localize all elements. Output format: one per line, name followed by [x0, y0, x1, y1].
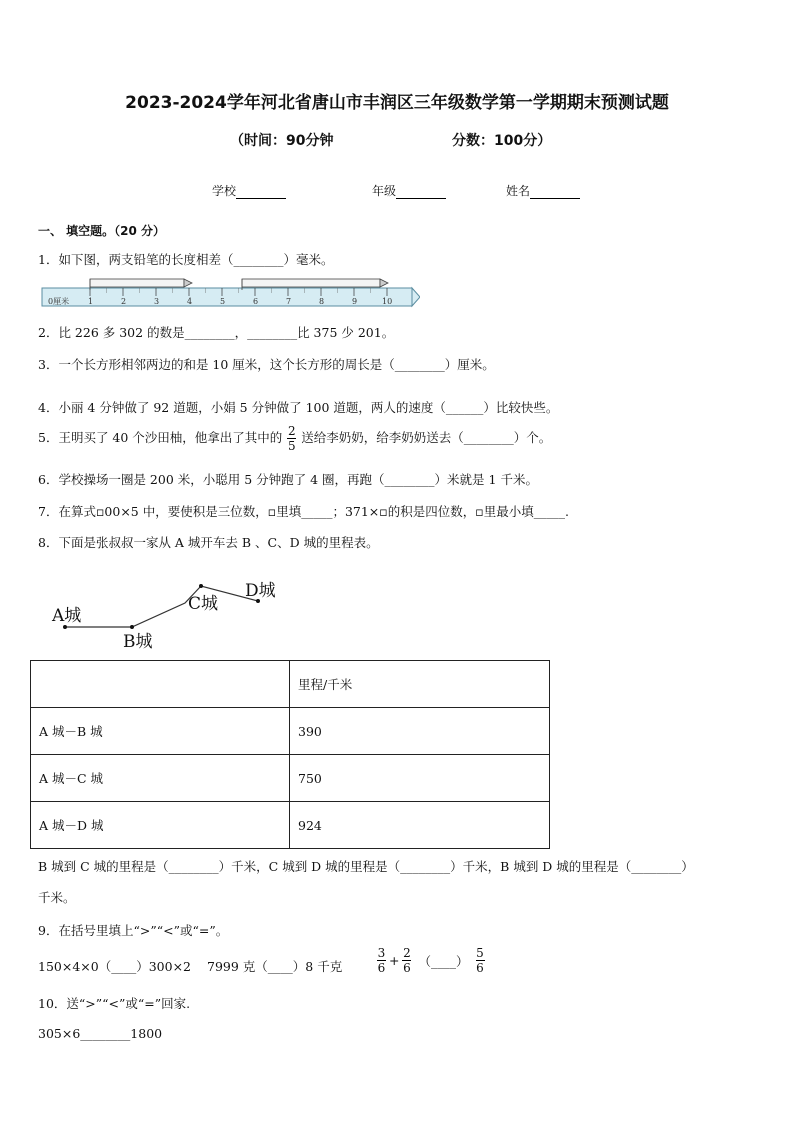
name-field[interactable] [506, 182, 580, 199]
ruler-label-6: 6 [253, 297, 259, 306]
table-cell-distance: 924 [290, 802, 550, 849]
city-d-label: D城 [245, 581, 276, 601]
fraction-numerator: 2 [403, 946, 411, 960]
ruler-label-8: 8 [319, 297, 325, 306]
ruler-label-1: 1 [88, 297, 94, 306]
grade-blank[interactable] [396, 185, 446, 199]
question-5-part-b: 送给李奶奶，给李奶奶送去（________）个。 [301, 430, 552, 445]
ruler-label-2: 2 [121, 297, 127, 306]
table-cell-route: A 城－C 城 [31, 755, 290, 802]
question-9-item-b: 7999 克（____）8 千克 [207, 959, 343, 974]
fraction-numerator: 5 [476, 946, 484, 960]
school-blank[interactable] [236, 185, 286, 199]
plus-sign: + [389, 953, 400, 968]
ruler-label-3: 3 [154, 297, 160, 306]
question-9-item-a: 150×4×0（____）300×2 [38, 959, 191, 974]
city-c-label: C城 [188, 594, 219, 614]
question-9: 9．在括号里填上“>”“<”或“=”。 [38, 923, 229, 938]
exam-score: 分数：100分） [452, 133, 552, 149]
comparison-blank[interactable]: （____） [418, 953, 469, 969]
question-1: 1．如下图，两支铅笔的长度相差（________）毫米。 [38, 252, 334, 267]
city-a-label: A城 [52, 606, 82, 626]
question-8-answer-line-2: 千米。 [38, 890, 76, 905]
ruler-label-0: 0厘米 [48, 297, 70, 306]
pencil-1-tip [184, 279, 192, 287]
table-cell-route: A 城－D 城 [31, 802, 290, 849]
table-header-row [31, 661, 550, 708]
school-label: 学校 [212, 184, 237, 198]
table-row [31, 755, 550, 802]
table-header-cell [31, 661, 290, 708]
question-6: 6．学校操场一圈是 200 米，小聪用 5 分钟跑了 4 圈，再跑（________）米就是 1 千米。 [38, 472, 538, 487]
ruler-label-9: 9 [352, 297, 358, 306]
fraction-denominator: 6 [377, 961, 386, 975]
question-7: 7．在算式▫00×5 中，要使积是三位数，▫里填_____；371×▫的积是四位数，▫里最小填_____. [38, 504, 569, 519]
table-row [31, 708, 550, 755]
table-row [31, 802, 550, 849]
ruler-figure [40, 276, 420, 310]
city-c-dot [199, 584, 203, 588]
route-diagram [50, 575, 290, 655]
question-10: 10．送“>”“<”或“=”回家. [38, 996, 191, 1011]
question-8-answer-line-1: B 城到 C 城的里程是（________）千米，C 城到 D 城的里程是（________）千米，B 城到 D 城的里程是（________） [38, 859, 694, 874]
fraction-three-sixths [377, 946, 386, 975]
mileage-table [30, 660, 550, 849]
fraction-two-fifths [287, 424, 296, 453]
question-4: 4．小丽 4 分钟做了 92 道题，小娟 5 分钟做了 100 道题，两人的速度（______）比较快些。 [38, 400, 559, 415]
question-8: 8．下面是张叔叔一家从 A 城开车去 B 、C、D 城的里程表。 [38, 535, 379, 550]
question-5 [38, 424, 551, 453]
table-cell-route: A 城－B 城 [31, 708, 290, 755]
name-label: 姓名 [506, 184, 531, 198]
school-field[interactable] [212, 182, 286, 199]
grade-label: 年级 [372, 184, 397, 198]
question-9-item-c [376, 946, 486, 975]
table-cell-distance: 390 [290, 708, 550, 755]
grade-field[interactable] [372, 182, 446, 199]
fraction-denominator: 5 [287, 439, 296, 453]
table-cell-distance: 750 [290, 755, 550, 802]
pencil-1 [90, 279, 184, 287]
fraction-denominator: 6 [476, 961, 484, 975]
table-header-cell: 里程/千米 [290, 661, 550, 708]
pencil-2-tip [380, 279, 388, 287]
question-3: 3．一个长方形相邻两边的和是 10 厘米，这个长方形的周长是（________）厘米。 [38, 357, 495, 372]
ruler-label-5: 5 [220, 297, 226, 306]
question-2: 2．比 226 多 302 的数是________，________比 375 少 201。 [38, 325, 395, 340]
city-b-dot [130, 625, 134, 629]
fraction-two-sixths [402, 946, 411, 975]
name-blank[interactable] [530, 185, 580, 199]
exam-time: （时间：90分钟 [230, 133, 334, 149]
ruler-label-10: 10 [382, 297, 393, 306]
fraction-numerator: 3 [377, 946, 386, 960]
fraction-denominator: 6 [403, 961, 411, 975]
route-line [65, 586, 258, 627]
ruler-label-7: 7 [286, 297, 292, 306]
question-10-item-a: 305×6________1800 [38, 1026, 163, 1041]
question-5-part-a: 5．王明买了 40 个沙田柚，他拿出了其中的 [38, 430, 283, 445]
city-b-label: B城 [123, 632, 153, 652]
fraction-numerator: 2 [287, 424, 296, 438]
pencil-2 [242, 279, 380, 287]
ruler-arrow [412, 288, 420, 306]
ruler-label-4: 4 [187, 297, 193, 306]
page-title: 2023-2024学年河北省唐山市丰润区三年级数学第一学期期末预测试题 [125, 93, 669, 113]
fraction-five-sixths [476, 946, 485, 975]
section-title: 一、 填空题。（20 分） [38, 224, 166, 238]
